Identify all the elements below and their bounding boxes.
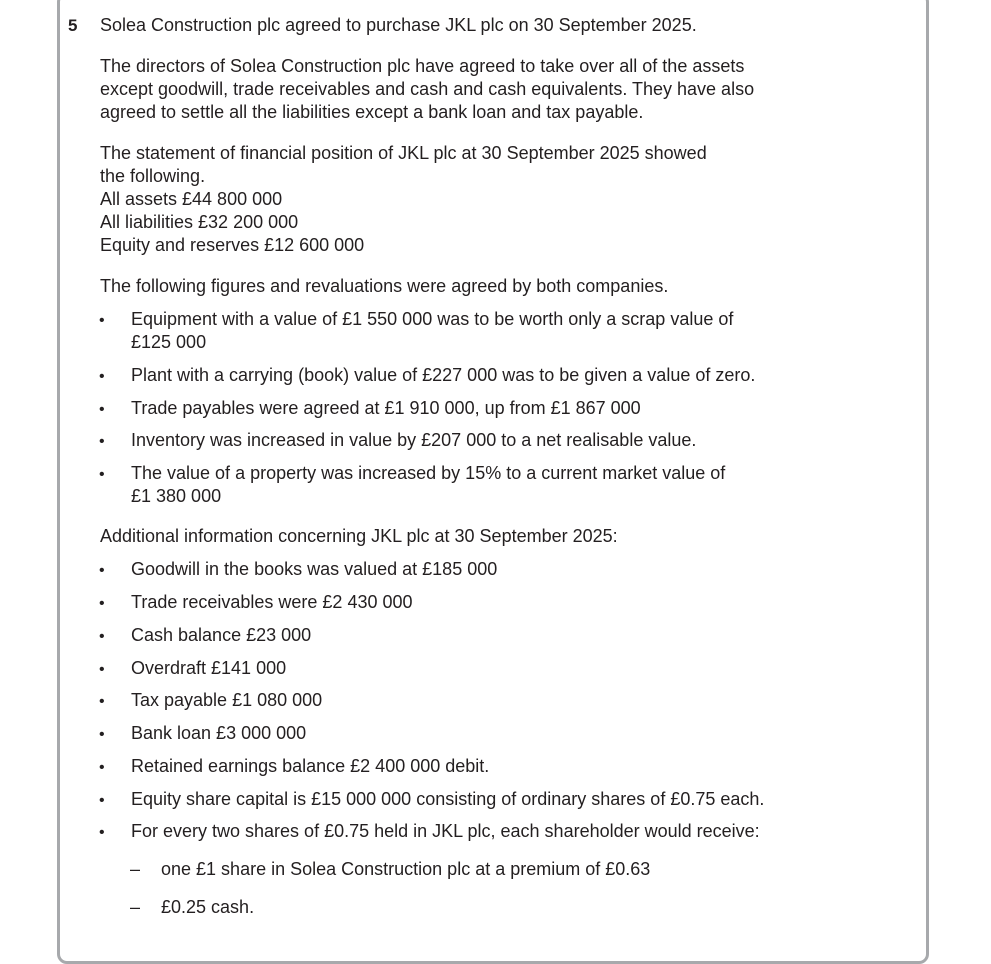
- revaluation-plant: Plant with a carrying (book) value of £227 000 was to be given a value of zero.: [131, 365, 756, 385]
- dash-icon: –: [130, 859, 141, 879]
- para2-line-1: The statement of financial position of JKL plc at 30 September 2025 showed: [100, 143, 707, 163]
- consideration-cash: £0.25 cash.: [161, 897, 255, 917]
- all-liabilities: All liabilities £32 200 000: [100, 212, 299, 232]
- info-overdraft: Overdraft £141 000: [131, 658, 287, 678]
- revaluation-property-line-2: £1 380 000: [131, 486, 222, 506]
- revaluation-equipment-line-1: Equipment with a value of £1 550 000 was to be worth only a scrap value of: [131, 309, 734, 329]
- question-number: 5: [68, 16, 78, 35]
- bullet-icon: •: [99, 595, 105, 612]
- bullet-icon: •: [99, 628, 105, 645]
- consideration-share: one £1 share in Solea Construction plc at a premium of £0.63: [161, 859, 651, 879]
- equity-and-reserves: Equity and reserves £12 600 000: [100, 235, 365, 255]
- info-bank-loan: Bank loan £3 000 000: [131, 723, 307, 743]
- info-retained-earnings: Retained earnings balance £2 400 000 debit.: [131, 756, 490, 776]
- info-tax-payable: Tax payable £1 080 000: [131, 690, 323, 710]
- para1-line-3: agreed to settle all the liabilities except a bank loan and tax payable.: [100, 102, 644, 122]
- question-intro: Solea Construction plc agreed to purchase JKL plc on 30 September 2025.: [100, 15, 697, 35]
- para2-line-2: the following.: [100, 166, 206, 186]
- revaluation-equipment-line-2: £125 000: [131, 332, 207, 352]
- bullet-icon: •: [99, 693, 105, 710]
- bullet-icon: •: [99, 792, 105, 809]
- para1-line-1: The directors of Solea Construction plc have agreed to take over all of the assets: [100, 56, 745, 76]
- all-assets: All assets £44 800 000: [100, 189, 283, 209]
- revaluation-trade-payables: Trade payables were agreed at £1 910 000, up from £1 867 000: [131, 398, 641, 418]
- revaluation-inventory: Inventory was increased in value by £207 000 to a net realisable value.: [131, 430, 697, 450]
- bullet-icon: •: [99, 726, 105, 743]
- bullet-icon: •: [99, 368, 105, 385]
- bullet-icon: •: [99, 466, 105, 483]
- info-trade-receivables: Trade receivables were £2 430 000: [131, 592, 413, 612]
- bullet-icon: •: [99, 661, 105, 678]
- bullet-icon: •: [99, 312, 105, 329]
- revaluations-heading: The following figures and revaluations were agreed by both companies.: [100, 276, 669, 296]
- info-share-exchange: For every two shares of £0.75 held in JKL plc, each shareholder would receive:: [131, 821, 760, 841]
- dash-icon: –: [130, 897, 141, 917]
- para1-line-2: except goodwill, trade receivables and cash and cash equivalents. They have also: [100, 79, 755, 99]
- info-equity-share-capital: Equity share capital is £15 000 000 consisting of ordinary shares of £0.75 each.: [131, 789, 765, 809]
- bullet-icon: •: [99, 433, 105, 450]
- revaluation-property-line-1: The value of a property was increased by 15% to a current market value of: [131, 463, 726, 483]
- info-goodwill: Goodwill in the books was valued at £185 000: [131, 559, 498, 579]
- additional-heading: Additional information concerning JKL plc at 30 September 2025:: [100, 526, 618, 546]
- bullet-icon: •: [99, 401, 105, 418]
- bullet-icon: •: [99, 759, 105, 776]
- bullet-icon: •: [99, 562, 105, 579]
- info-cash-balance: Cash balance £23 000: [131, 625, 312, 645]
- bullet-icon: •: [99, 824, 105, 841]
